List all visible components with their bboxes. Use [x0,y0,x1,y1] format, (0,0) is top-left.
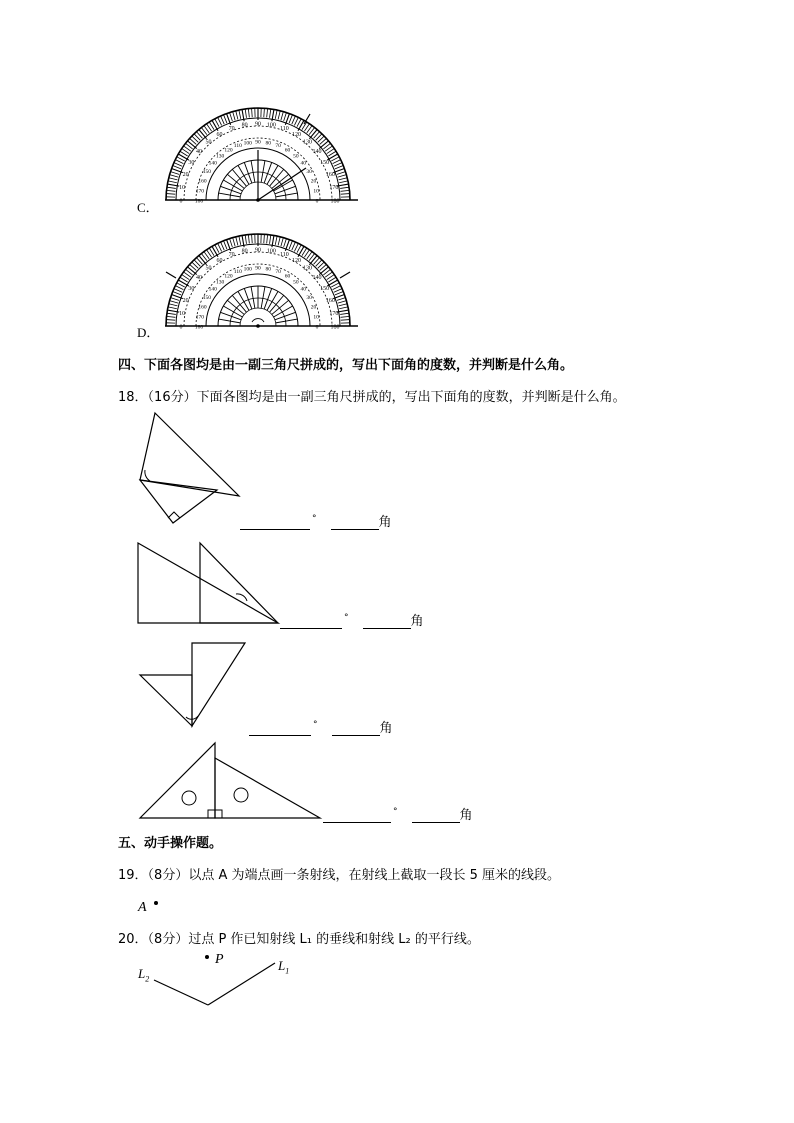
degree-blank-4[interactable] [323,809,391,823]
protractor-number: 120 [224,147,233,154]
protractor-number: 30 [188,286,195,292]
protractor-number: 80 [241,122,248,129]
protractor-number: 30 [306,169,312,175]
protractor-number: 60 [216,131,223,138]
protractor-number: 0 [179,198,183,205]
protractor-number: 20 [310,178,317,185]
option-d-label: D． [137,325,160,340]
protractor-number: 130 [302,265,312,272]
protractor-number: 0 [179,324,183,331]
protractor-c [165,102,360,210]
protractor-number: 170 [195,188,205,195]
q18-figure-4 [135,738,330,823]
degree-symbol: ° [312,513,317,524]
angle-type-blank-2[interactable] [363,615,411,629]
angle-type-blank-1[interactable] [331,516,379,530]
protractor-number: 100 [266,122,276,129]
protractor-number: 10 [179,311,186,318]
protractor-number: 140 [208,160,217,167]
protractor-number: 160 [325,172,335,179]
q18-answer-row-3 [249,717,393,736]
protractor-number: 70 [275,269,281,276]
protractor-number: 50 [205,139,212,146]
protractor-number: 80 [241,248,248,255]
angle-type-blank-3[interactable] [332,722,380,736]
protractor-number: 90 [255,247,261,254]
protractor-number: 120 [292,131,301,138]
protractor-number: 110 [233,269,242,276]
section-4-heading: 四、下面各图均是由一副三角尺拼成的，写出下面角的度数，并判断是什么角。 [118,358,574,373]
protractor-number: 110 [233,143,242,150]
protractor-number: 180 [330,324,340,331]
protractor-number: 40 [300,160,306,167]
protractor-number: 0 [315,198,319,205]
section-5-heading: 五、动手操作题。 [118,836,223,851]
protractor-number: 110 [279,252,289,259]
degree-symbol: ° [313,719,318,730]
protractor-number: 20 [310,304,317,311]
protractor-number: 150 [320,160,330,166]
question-18-text: 18．（16分）下面各图均是由一副三角尺拼成的，写出下面角的度数，并判断是什么角。 [118,390,626,405]
protractor-number: 10 [179,185,186,192]
degree-symbol: ° [344,612,349,623]
degree-blank-1[interactable] [240,516,310,530]
protractor-number: 60 [284,147,291,154]
point-p-label: P [215,952,224,967]
protractor-number: 180 [194,198,204,205]
point-p-dot [205,955,209,959]
protractor-number: 130 [215,153,225,160]
protractor-number: 100 [243,140,252,147]
protractor-number: 30 [188,160,195,166]
protractor-number: 130 [302,139,312,146]
protractor-number: 150 [202,295,212,301]
point-a[interactable] [138,896,158,916]
q18-answer-row-4 [323,804,473,823]
protractor-number: 30 [306,295,312,301]
point-a-dot [154,901,158,905]
protractor-number: 150 [202,169,212,175]
degree-blank-3[interactable] [249,722,311,736]
protractor-number: 70 [228,252,235,259]
protractor-number: 60 [284,273,291,280]
protractor-d [165,228,360,336]
protractor-number: 40 [196,275,203,282]
degree-symbol: ° [393,806,398,817]
protractor-number: 140 [208,286,217,293]
point-a-label: A [138,900,147,915]
protractor-number: 140 [312,149,322,156]
q18-answer-row-1 [240,511,392,530]
protractor-number: 100 [266,248,276,255]
protractor-number: 70 [275,143,281,150]
protractor-number: 100 [243,266,252,273]
protractor-number: 40 [196,149,203,156]
protractor-number: 40 [300,286,306,293]
angle-type-blank-4[interactable] [412,809,460,823]
protractor-number: 90 [255,121,261,128]
protractor-number: 160 [198,178,207,185]
protractor-number: 20 [182,172,189,179]
protractor-number: 70 [228,126,235,133]
q18-answer-row-2 [280,610,424,629]
protractor-number: 180 [194,324,204,331]
option-c-label: C． [137,200,159,215]
ray-l2-label: $L_2$ [138,966,150,984]
protractor-number: 170 [195,314,205,321]
angle-word: 角 [379,721,393,736]
ray-l1-label: $L_1$ [278,958,290,976]
q20-rays [150,960,280,1010]
protractor-number: 80 [265,140,271,147]
question-20-text: 20．（8分）过点 P 作已知射线 L₁ 的垂线和射线 L₂ 的平行线。 [118,932,480,947]
protractor-number: 120 [292,257,301,264]
q18-figure-1 [130,410,250,525]
protractor-number: 50 [205,265,212,272]
protractor-number: 0 [315,324,319,331]
protractor-number: 160 [325,298,335,305]
protractor-number: 10 [313,314,319,321]
protractor-number: 140 [312,275,322,282]
protractor-number: 180 [330,198,340,205]
angle-word: 角 [378,515,392,530]
angle-word: 角 [410,614,424,629]
protractor-number: 80 [265,266,271,273]
protractor-number: 150 [320,286,330,292]
protractor-number: 130 [215,279,225,286]
angle-word: 角 [459,808,473,823]
q18-figure-2 [135,540,285,630]
protractor-number: 170 [329,311,339,318]
protractor-number: 110 [279,126,289,133]
protractor-number: 90 [255,139,261,146]
protractor-number: 10 [313,188,319,195]
protractor-number: 160 [198,304,207,311]
question-19-text: 19．（8分）以点 A 为端点画一条射线，在射线上截取一段长 5 厘米的线段。 [118,868,561,883]
protractor-number: 90 [255,265,261,272]
protractor-number: 170 [329,185,339,192]
degree-blank-2[interactable] [280,615,342,629]
q18-figure-3 [135,638,250,733]
protractor-number: 60 [216,257,223,264]
protractor-number: 20 [182,298,189,305]
protractor-number: 50 [293,153,299,160]
protractor-number: 50 [293,279,299,286]
protractor-number: 120 [224,273,233,280]
